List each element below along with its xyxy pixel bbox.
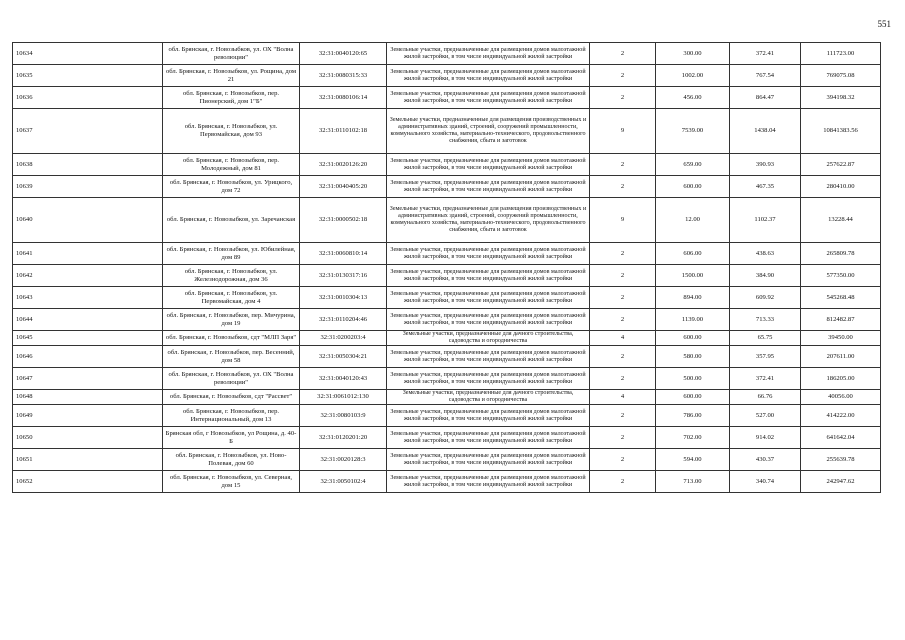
cell-specific-value: 609.92 <box>730 287 801 309</box>
cell-area: 1139.00 <box>656 309 730 331</box>
cell-cadastral-number: 32:31:0000502:18 <box>300 198 387 243</box>
cell-group: 2 <box>590 471 656 493</box>
cell-record-number: 10639 <box>13 176 163 198</box>
cell-cadastral-value: 545268.48 <box>801 287 881 309</box>
cell-cadastral-value: 13228.44 <box>801 198 881 243</box>
table-row <box>13 243 881 265</box>
cell-cadastral-value: 207611.00 <box>801 346 881 368</box>
cell-specific-value: 527.00 <box>730 405 801 427</box>
cell-group: 2 <box>590 346 656 368</box>
cell-land-use: Земельные участки, предназначенные для размещения домов малоэтажной жилой застройки, в том числе индивидуальной жилой застройки <box>387 65 590 87</box>
cell-cadastral-value: 265809.78 <box>801 243 881 265</box>
cell-land-use: Земельные участки, предназначенные для размещения домов малоэтажной жилой застройки, в том числе индивидуальной жилой застройки <box>387 309 590 331</box>
cell-address: обл. Брянская, г. Новозыбков, ул. Железнодорожная, дом 36 <box>163 265 300 287</box>
cell-specific-value: 767.54 <box>730 65 801 87</box>
cell-land-use: Земельные участки, предназначенные для размещения производственных и административных зданий, строений, сооружений промышленности, коммунального хозяйства, материально-технического, продовольственного снабжения, сбыта и заготовок <box>387 198 590 243</box>
cell-specific-value: 914.02 <box>730 427 801 449</box>
cell-land-use: Земельные участки, предназначенные для дачного строительства, садоводства и огородничества <box>387 331 590 346</box>
cell-land-use: Земельные участки, предназначенные для дачного строительства, садоводства и огородничества <box>387 390 590 405</box>
cell-group: 2 <box>590 65 656 87</box>
cell-record-number: 10646 <box>13 346 163 368</box>
cell-area: 600.00 <box>656 331 730 346</box>
cell-cadastral-value: 769075.08 <box>801 65 881 87</box>
cell-cadastral-value: 280410.00 <box>801 176 881 198</box>
cell-address: обл. Брянская, г. Новозыбков, сдт "Рассвет" <box>163 390 300 405</box>
cell-group: 2 <box>590 43 656 65</box>
cell-address: обл. Брянская, г. Новозыбков, сдт "МЛП Заря" <box>163 331 300 346</box>
cell-cadastral-value: 40056.00 <box>801 390 881 405</box>
table-row <box>13 427 881 449</box>
cell-area: 702.00 <box>656 427 730 449</box>
cell-group: 4 <box>590 390 656 405</box>
cell-specific-value: 864.47 <box>730 87 801 109</box>
cell-land-use: Земельные участки, предназначенные для размещения производственных и административных зданий, строений, сооружений промышленности, коммунального хозяйства, материально-технического, продовольственного снабжения, сбыта и заготовок <box>387 109 590 154</box>
cell-area: 1500.00 <box>656 265 730 287</box>
cell-cadastral-value: 414222.00 <box>801 405 881 427</box>
cell-specific-value: 66.76 <box>730 390 801 405</box>
cell-cadastral-number: 32:31:0130317:16 <box>300 265 387 287</box>
cell-group: 2 <box>590 309 656 331</box>
cell-cadastral-value: 186205.00 <box>801 368 881 390</box>
table-row <box>13 65 881 87</box>
cell-land-use: Земельные участки, предназначенные для размещения домов малоэтажной жилой застройки, в том числе индивидуальной жилой застройки <box>387 346 590 368</box>
cell-address: обл. Брянская, г. Новозыбков, ул. Урицкого, дом 72 <box>163 176 300 198</box>
cell-cadastral-number: 32:31:0080103:9 <box>300 405 387 427</box>
cell-address: Брянская обл, г Новозыбков, ул Рощина, д. 40-Б <box>163 427 300 449</box>
cell-address: обл. Брянская, г. Новозыбков, ул. Рощина, дом 21 <box>163 65 300 87</box>
cell-cadastral-number: 32:31:0080106:14 <box>300 87 387 109</box>
registry-table <box>12 42 881 493</box>
cell-area: 894.00 <box>656 287 730 309</box>
cell-area: 300.00 <box>656 43 730 65</box>
cell-specific-value: 1102.37 <box>730 198 801 243</box>
cell-area: 600.00 <box>656 176 730 198</box>
table-row <box>13 109 881 154</box>
cell-specific-value: 1438.04 <box>730 109 801 154</box>
cell-specific-value: 384.90 <box>730 265 801 287</box>
cell-land-use: Земельные участки, предназначенные для размещения домов малоэтажной жилой застройки, в том числе индивидуальной жилой застройки <box>387 427 590 449</box>
cell-record-number: 10640 <box>13 198 163 243</box>
cell-cadastral-value: 10841383.56 <box>801 109 881 154</box>
cell-group: 2 <box>590 87 656 109</box>
cell-area: 1002.00 <box>656 65 730 87</box>
cell-cadastral-number: 32:31:0020128:3 <box>300 449 387 471</box>
cell-area: 7539.00 <box>656 109 730 154</box>
cell-group: 2 <box>590 287 656 309</box>
cell-record-number: 10642 <box>13 265 163 287</box>
cell-cadastral-number: 32:31:0040405:20 <box>300 176 387 198</box>
cell-area: 606.00 <box>656 243 730 265</box>
cell-record-number: 10651 <box>13 449 163 471</box>
cell-land-use: Земельные участки, предназначенные для размещения домов малоэтажной жилой застройки, в том числе индивидуальной жилой застройки <box>387 368 590 390</box>
cell-area: 12.00 <box>656 198 730 243</box>
cell-record-number: 10650 <box>13 427 163 449</box>
cell-group: 2 <box>590 427 656 449</box>
cell-record-number: 10635 <box>13 65 163 87</box>
cell-address: обл. Брянская, г. Новозыбков, ул. Первомайская, дом 93 <box>163 109 300 154</box>
cell-specific-value: 713.33 <box>730 309 801 331</box>
cell-cadastral-number: 32:31:0010304:13 <box>300 287 387 309</box>
cell-land-use: Земельные участки, предназначенные для размещения домов малоэтажной жилой застройки, в том числе индивидуальной жилой застройки <box>387 176 590 198</box>
cell-group: 2 <box>590 368 656 390</box>
cell-land-use: Земельные участки, предназначенные для размещения домов малоэтажной жилой застройки, в том числе индивидуальной жилой застройки <box>387 154 590 176</box>
cell-cadastral-number: 32:31:0050304:21 <box>300 346 387 368</box>
cell-record-number: 10647 <box>13 368 163 390</box>
cell-cadastral-value: 394198.32 <box>801 87 881 109</box>
cell-address: обл. Брянская, г. Новозыбков, ул. Первомайская, дом 4 <box>163 287 300 309</box>
cell-address: обл. Брянская, г. Новозыбков, ул. ОХ "Волна революции" <box>163 368 300 390</box>
cell-cadastral-value: 255639.78 <box>801 449 881 471</box>
cell-cadastral-value: 242947.62 <box>801 471 881 493</box>
cell-group: 2 <box>590 265 656 287</box>
cell-group: 2 <box>590 243 656 265</box>
cell-land-use: Земельные участки, предназначенные для размещения домов малоэтажной жилой застройки, в том числе индивидуальной жилой застройки <box>387 43 590 65</box>
table-row <box>13 471 881 493</box>
table-row <box>13 198 881 243</box>
cell-specific-value: 390.93 <box>730 154 801 176</box>
cell-cadastral-number: 32:31:0080315:33 <box>300 65 387 87</box>
cell-cadastral-number: 32:31:0200203:4 <box>300 331 387 346</box>
cell-land-use: Земельные участки, предназначенные для размещения домов малоэтажной жилой застройки, в том числе индивидуальной жилой застройки <box>387 243 590 265</box>
cell-land-use: Земельные участки, предназначенные для размещения домов малоэтажной жилой застройки, в том числе индивидуальной жилой застройки <box>387 87 590 109</box>
cell-record-number: 10648 <box>13 390 163 405</box>
table-row <box>13 154 881 176</box>
cell-cadastral-number: 32:31:0050102:4 <box>300 471 387 493</box>
cell-specific-value: 467.35 <box>730 176 801 198</box>
cell-land-use: Земельные участки, предназначенные для размещения домов малоэтажной жилой застройки, в том числе индивидуальной жилой застройки <box>387 449 590 471</box>
table-row <box>13 265 881 287</box>
cell-cadastral-value: 39450.00 <box>801 331 881 346</box>
cell-cadastral-value: 577350.00 <box>801 265 881 287</box>
cell-record-number: 10643 <box>13 287 163 309</box>
table-row <box>13 449 881 471</box>
cell-specific-value: 372.41 <box>730 368 801 390</box>
cell-area: 659.00 <box>656 154 730 176</box>
table-row <box>13 43 881 65</box>
cell-record-number: 10636 <box>13 87 163 109</box>
cell-cadastral-number: 32:31:0110102:18 <box>300 109 387 154</box>
cell-group: 2 <box>590 449 656 471</box>
cell-address: обл. Брянская, г. Новозыбков, пер. Молодежный, дом 81 <box>163 154 300 176</box>
cell-address: обл. Брянская, г. Новозыбков, пер. Интернациональный, дом 13 <box>163 405 300 427</box>
cell-cadastral-number: 32:31:0040120:65 <box>300 43 387 65</box>
table-row <box>13 331 881 346</box>
cell-group: 2 <box>590 154 656 176</box>
cell-group: 4 <box>590 331 656 346</box>
cell-address: обл. Брянская, г. Новозыбков, ул. Заречанская <box>163 198 300 243</box>
cell-land-use: Земельные участки, предназначенные для размещения домов малоэтажной жилой застройки, в том числе индивидуальной жилой застройки <box>387 471 590 493</box>
cell-record-number: 10641 <box>13 243 163 265</box>
cell-record-number: 10634 <box>13 43 163 65</box>
cell-cadastral-value: 257622.87 <box>801 154 881 176</box>
cell-record-number: 10637 <box>13 109 163 154</box>
table-row <box>13 368 881 390</box>
cell-cadastral-number: 32:31:0040120:43 <box>300 368 387 390</box>
table-row <box>13 287 881 309</box>
table-row <box>13 346 881 368</box>
cell-cadastral-value: 641642.04 <box>801 427 881 449</box>
cell-specific-value: 372.41 <box>730 43 801 65</box>
cell-cadastral-value: 812482.87 <box>801 309 881 331</box>
table-row <box>13 87 881 109</box>
cell-cadastral-number: 32:31:0120201:20 <box>300 427 387 449</box>
cell-address: обл. Брянская, г. Новозыбков, пер. Мичурина, дом 19 <box>163 309 300 331</box>
cell-address: обл. Брянская, г. Новозыбков, ул. Ново-Полевая, дом 60 <box>163 449 300 471</box>
table-body <box>13 43 881 493</box>
cell-land-use: Земельные участки, предназначенные для размещения домов малоэтажной жилой застройки, в том числе индивидуальной жилой застройки <box>387 405 590 427</box>
cell-record-number: 10652 <box>13 471 163 493</box>
page-number: 551 <box>877 19 891 29</box>
cell-area: 580.00 <box>656 346 730 368</box>
cell-address: обл. Брянская, г. Новозыбков, ул. Северная, дом 15 <box>163 471 300 493</box>
cell-group: 9 <box>590 109 656 154</box>
cell-record-number: 10638 <box>13 154 163 176</box>
cell-record-number: 10645 <box>13 331 163 346</box>
cell-cadastral-value: 111723.00 <box>801 43 881 65</box>
table-row <box>13 176 881 198</box>
cell-group: 2 <box>590 176 656 198</box>
cell-cadastral-number: 32:31:0060810:14 <box>300 243 387 265</box>
cell-specific-value: 65.75 <box>730 331 801 346</box>
table-row <box>13 390 881 405</box>
cell-specific-value: 340.74 <box>730 471 801 493</box>
cell-record-number: 10644 <box>13 309 163 331</box>
cell-area: 500.00 <box>656 368 730 390</box>
cell-land-use: Земельные участки, предназначенные для размещения домов малоэтажной жилой застройки, в том числе индивидуальной жилой застройки <box>387 287 590 309</box>
cell-land-use: Земельные участки, предназначенные для размещения домов малоэтажной жилой застройки, в том числе индивидуальной жилой застройки <box>387 265 590 287</box>
cell-area: 600.00 <box>656 390 730 405</box>
cell-group: 2 <box>590 405 656 427</box>
cell-area: 786.00 <box>656 405 730 427</box>
cell-specific-value: 357.95 <box>730 346 801 368</box>
cell-cadastral-number: 32:31:0061012:130 <box>300 390 387 405</box>
cell-address: обл. Брянская, г. Новозыбков, пер. Пионерский, дом 1"Б" <box>163 87 300 109</box>
cell-area: 713.00 <box>656 471 730 493</box>
cell-cadastral-number: 32:31:0110204:46 <box>300 309 387 331</box>
cell-cadastral-number: 32:31:0020126:20 <box>300 154 387 176</box>
table-row <box>13 405 881 427</box>
cell-record-number: 10649 <box>13 405 163 427</box>
cell-area: 456.00 <box>656 87 730 109</box>
cell-specific-value: 438.63 <box>730 243 801 265</box>
cell-group: 9 <box>590 198 656 243</box>
cell-address: обл. Брянская, г. Новозыбков, пер. Весенний, дом 58 <box>163 346 300 368</box>
cell-address: обл. Брянская, г. Новозыбков, ул. ОХ "Волна революции" <box>163 43 300 65</box>
cell-specific-value: 430.37 <box>730 449 801 471</box>
table-row <box>13 309 881 331</box>
cell-area: 594.00 <box>656 449 730 471</box>
cell-address: обл. Брянская, г. Новозыбков, ул. Юбилейная, дом 89 <box>163 243 300 265</box>
